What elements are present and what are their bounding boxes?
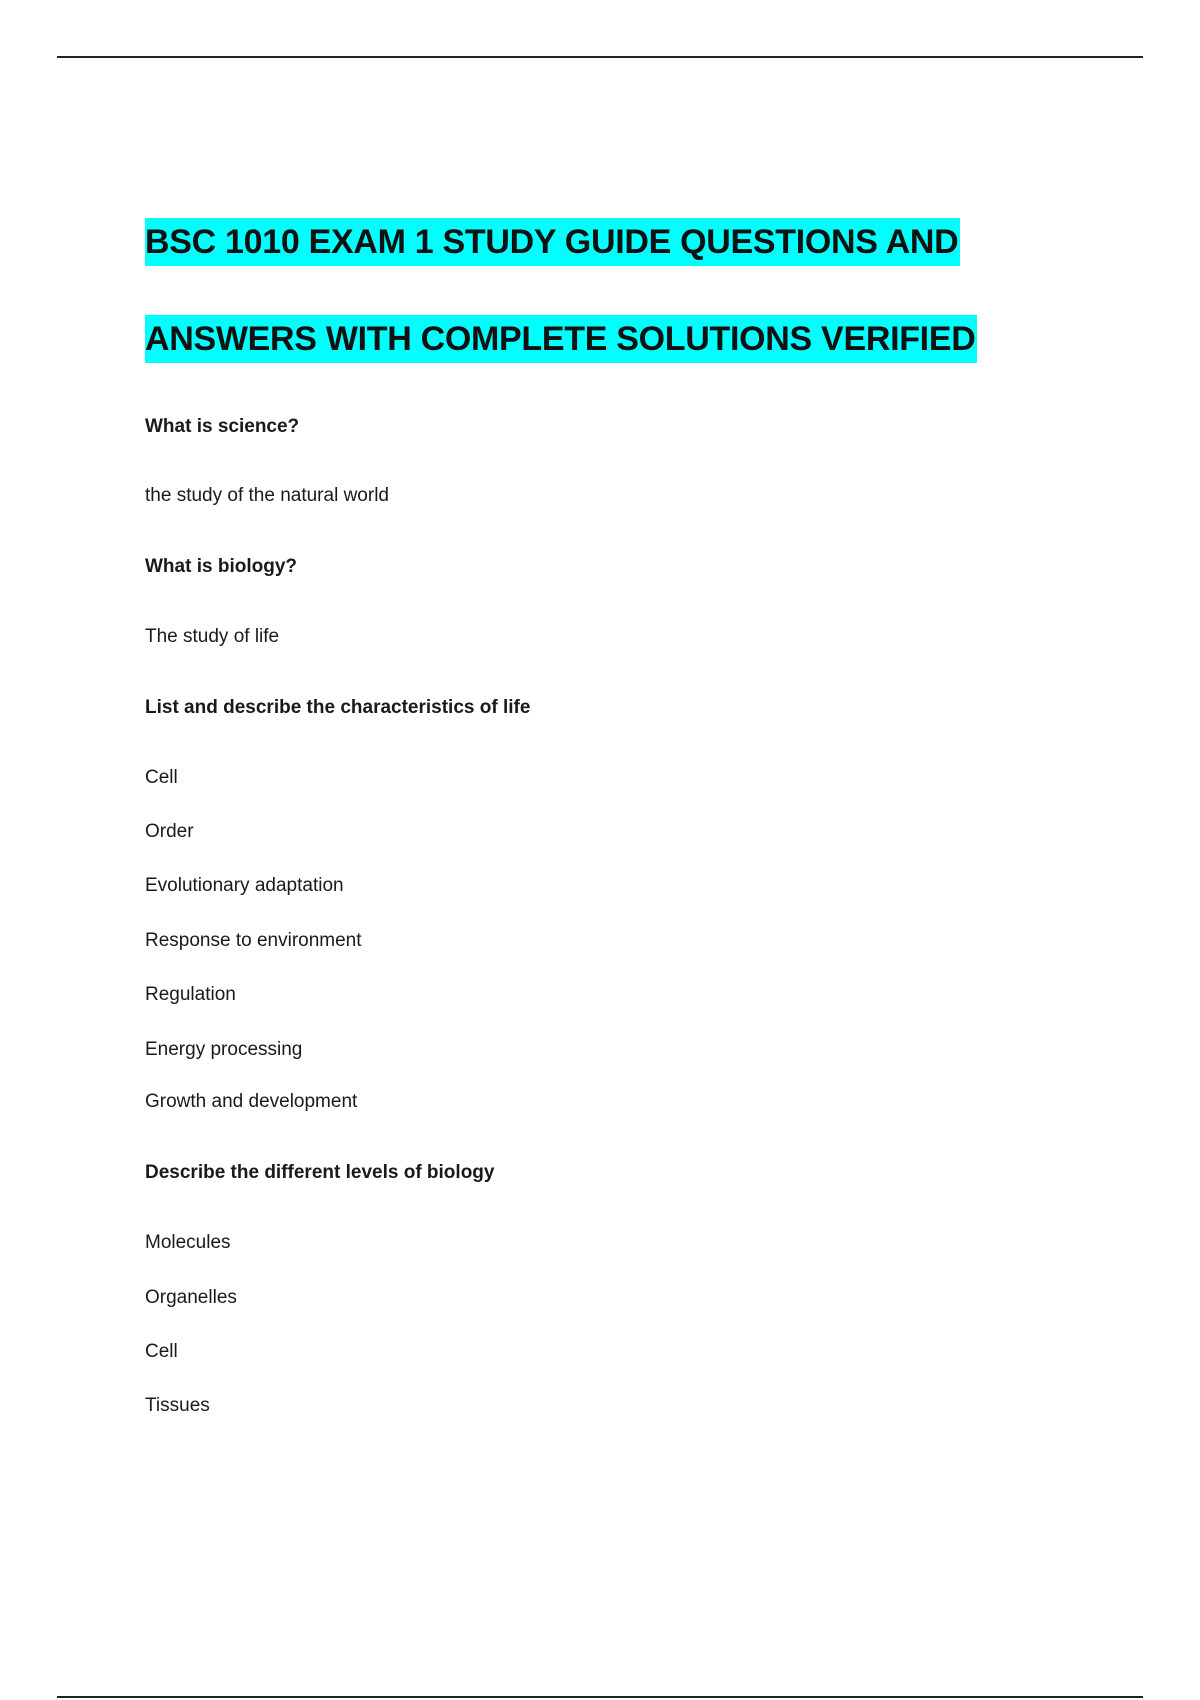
answer-4-item: Cell — [145, 1341, 178, 1362]
answer-4-item: Tissues — [145, 1395, 210, 1416]
answer-1: the study of the natural world — [145, 485, 389, 506]
document-title-line-2: ANSWERS WITH COMPLETE SOLUTIONS VERIFIED — [145, 315, 977, 363]
answer-3-item: Energy processing — [145, 1039, 303, 1060]
answer-4-item: Organelles — [145, 1287, 237, 1308]
answer-3-item: Response to environment — [145, 930, 362, 951]
question-4: Describe the different levels of biology — [145, 1162, 495, 1183]
question-2: What is biology? — [145, 556, 297, 577]
answer-3-item: Order — [145, 821, 194, 842]
answer-3-item: Evolutionary adaptation — [145, 875, 344, 896]
answer-4-item: Molecules — [145, 1232, 231, 1253]
question-3: List and describe the characteristics of life — [145, 697, 531, 718]
document-title-line-1: BSC 1010 EXAM 1 STUDY GUIDE QUESTIONS AND — [145, 218, 960, 266]
answer-2: The study of life — [145, 626, 280, 647]
answer-3-item: Cell — [145, 767, 178, 788]
answer-3-item: Regulation — [145, 984, 236, 1005]
question-1: What is science? — [145, 416, 300, 437]
answer-3-item: Growth and development — [145, 1091, 358, 1112]
top-rule — [57, 56, 1143, 58]
bottom-rule — [57, 1696, 1143, 1698]
